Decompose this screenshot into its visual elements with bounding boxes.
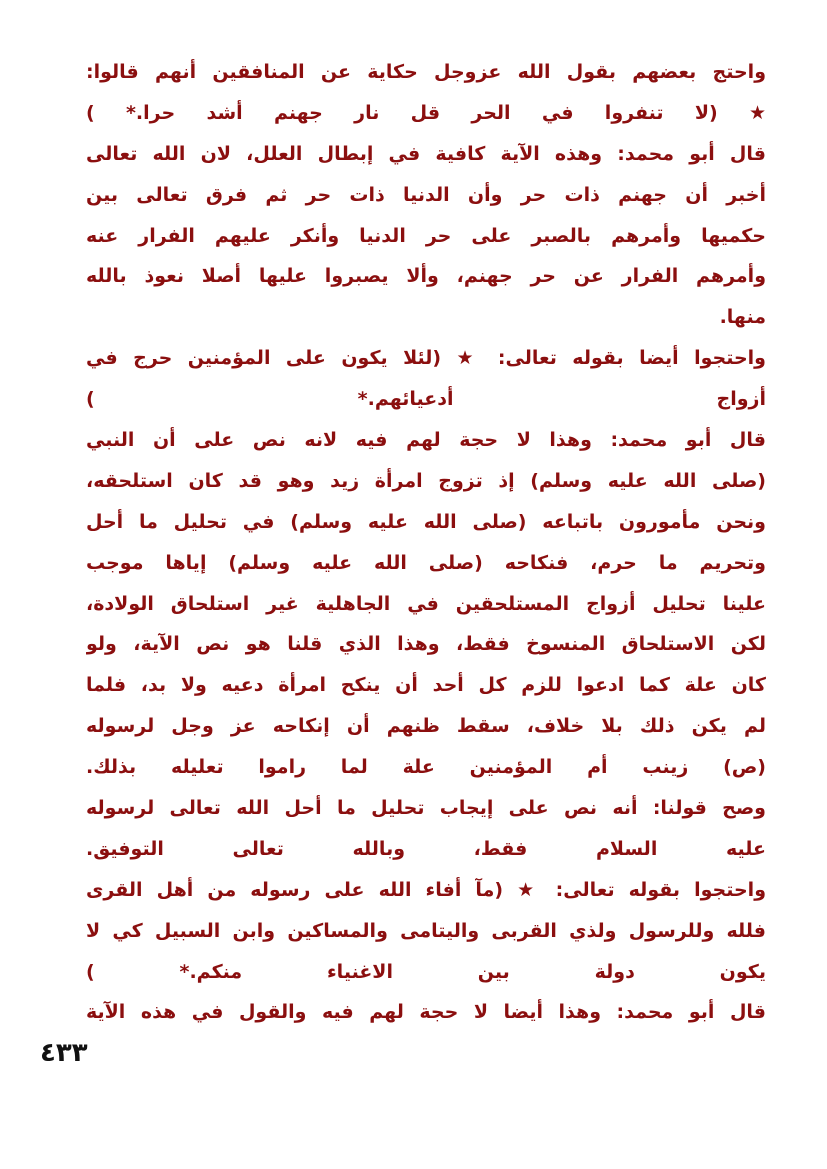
text-line: وصح قولنا: أنه نص على إيجاب تحليل ما أحل الله تعالى لرسوله bbox=[86, 797, 766, 820]
text-line: (صلى الله عليه وسلم) إذ تزوج امرأة زيد وهو قد كان استلحقه، bbox=[86, 469, 766, 492]
text-line: واحتجوا أيضا بقوله تعالى: ★ (لئلا يكون على المؤمنين حرج في bbox=[86, 347, 766, 370]
text-line: عليه السلام فقط، وبالله تعالى التوفيق. bbox=[86, 837, 766, 860]
text-line: قال أبو محمد: وهذا أيضا لا حجة لهم فيه والقول في هذه الآية bbox=[86, 1001, 766, 1024]
text-line: فلله وللرسول ولذي القربى واليتامى والمساكين وابن السبيل كي لا bbox=[86, 919, 766, 942]
text-line: أخبر أن جهنم ذات حر وأن الدنيا ذات حر ثم فرق تعالى بين bbox=[86, 183, 766, 206]
text-line: حكميها وأمرهم بالصبر على حر الدنيا وأنكر عليهم الفرار عنه bbox=[86, 224, 766, 247]
text-line: واحتجوا بقوله تعالى: ★ (مآ أفاء الله على رسوله من أهل القرى bbox=[86, 878, 766, 901]
body-text bbox=[86, 52, 766, 1033]
text-line: منها. bbox=[719, 306, 766, 329]
text-line: وتحريم ما حرم، فنكاحه (صلى الله عليه وسلم) إياها موجب bbox=[86, 551, 766, 574]
text-line: ونحن مأمورون باتباعه (صلى الله عليه وسلم) في تحليل ما أحل bbox=[86, 510, 766, 533]
text-line: ★ (لا تنفروا في الحر قل نار جهنم أشد حرا.* ) bbox=[86, 101, 766, 124]
text-line: قال أبو محمد: وهذه الآية كافية في إبطال العلل، لان الله تعالى bbox=[86, 142, 766, 165]
text-line: وأمرهم الفرار عن حر جهنم، وألا يصبروا عليها أصلا نعوذ بالله bbox=[86, 265, 766, 288]
text-line: علينا تحليل أزواج المستلحقين في الجاهلية غير استلحاق الولادة، bbox=[86, 592, 766, 615]
text-line: واحتج بعضهم بقول الله عزوجل حكاية عن المنافقين أنهم قالوا: bbox=[86, 61, 766, 83]
page-number: ٤٣٣ bbox=[40, 1038, 88, 1068]
text-line: أزواج أدعيائهم.* ) bbox=[86, 388, 766, 411]
text-line: يكون دولة بين الاغنياء منكم.* ) bbox=[86, 960, 766, 983]
text-line: قال أبو محمد: وهذا لا حجة لهم فيه لانه نص على أن النبي bbox=[86, 429, 766, 452]
text-line: لكن الاستلحاق المنسوخ فقط، وهذا الذي قلنا هو نص الآية، ولو bbox=[86, 633, 766, 656]
text-line: لم يكن ذلك بلا خلاف، سقط ظنهم أن إنكاحه عز وجل لرسوله bbox=[86, 715, 766, 738]
text-line: كان علة كما ادعوا للزم كل أحد أن ينكح امرأة دعيه ولا بد، فلما bbox=[86, 674, 766, 697]
text-line: (ص) زينب أم المؤمنين علة لما راموا تعليله بذلك. bbox=[86, 756, 766, 779]
